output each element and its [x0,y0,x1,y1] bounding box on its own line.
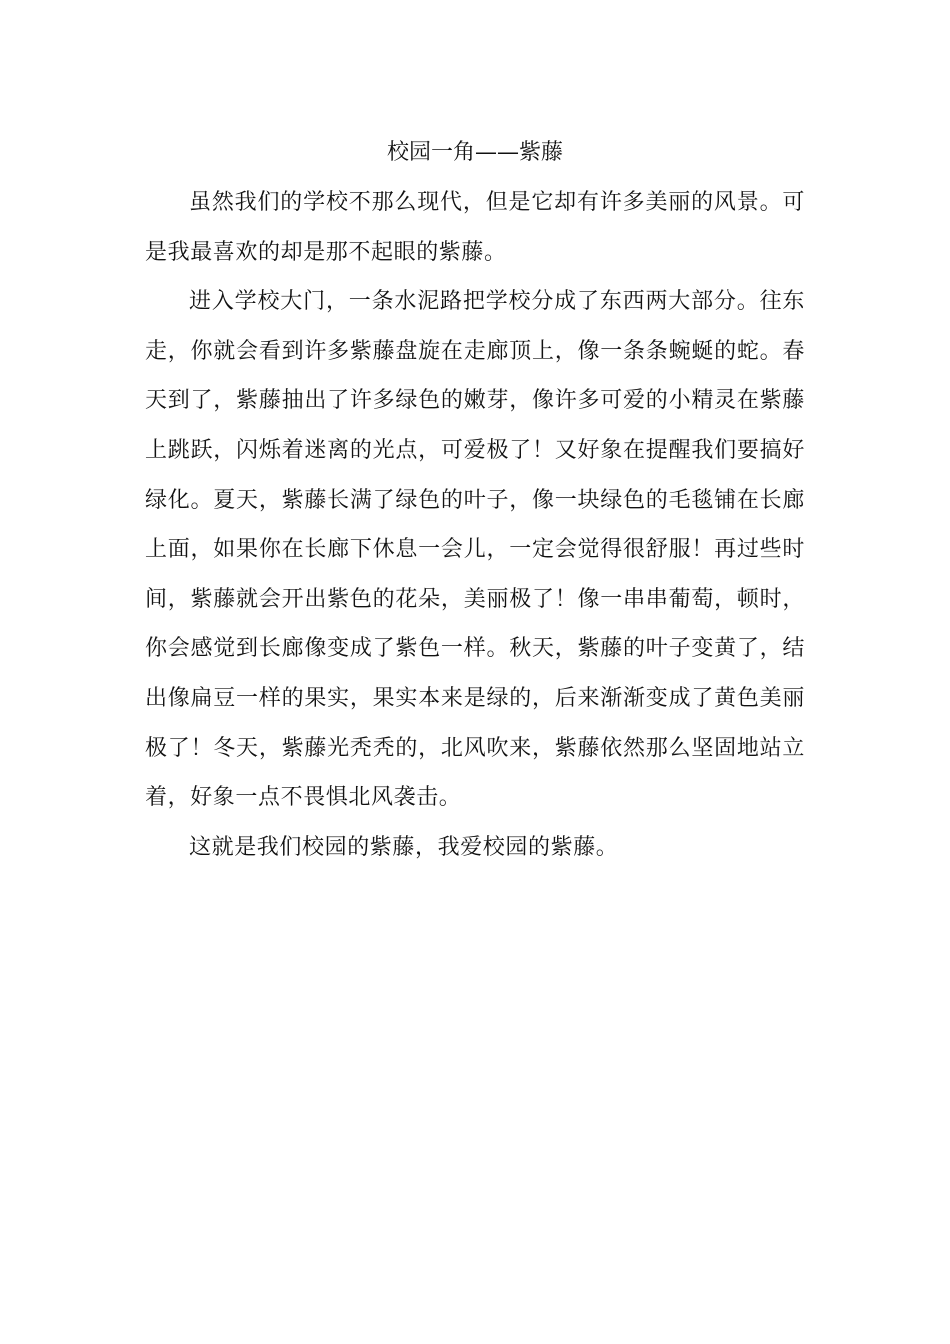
paragraph-seasons: 进入学校大门，一条水泥路把学校分成了东西两大部分。往东走，你就会看到许多紫藤盘旋在走廊顶上，像一条条蜿蜒的蛇。春天到了，紫藤抽出了许多绿色的嫩芽，像许多可爱的小精灵在紫藤上跳跃，闪烁着迷离的光点，可爱极了！又好象在提醒我们要搞好绿化。夏天，紫藤长满了绿色的叶子，像一块绿色的毛毯铺在长廊上面，如果你在长廊下休息一会儿，一定会觉得很舒服！再过些时间，紫藤就会开出紫色的花朵，美丽极了！像一串串葡萄，顿时，你会感觉到长廊像变成了紫色一样。秋天，紫藤的叶子变黄了，结出像扁豆一样的果实，果实本来是绿的，后来渐渐变成了黄色美丽极了！冬天，紫藤光秃秃的，北风吹来，紫藤依然那么坚固地站立着，好象一点不畏惧北风袭击。 [145,289,805,811]
paragraph-conclusion: 这就是我们校园的紫藤，我爱校园的紫藤。 [189,834,619,860]
paragraph-intro: 虽然我们的学校不那么现代，但是它却有许多美丽的风景。可是我最喜欢的却是那不起眼的紫藤。 [145,190,805,265]
document-body [145,128,805,872]
page-title: 校园一角——紫藤 [386,140,563,165]
